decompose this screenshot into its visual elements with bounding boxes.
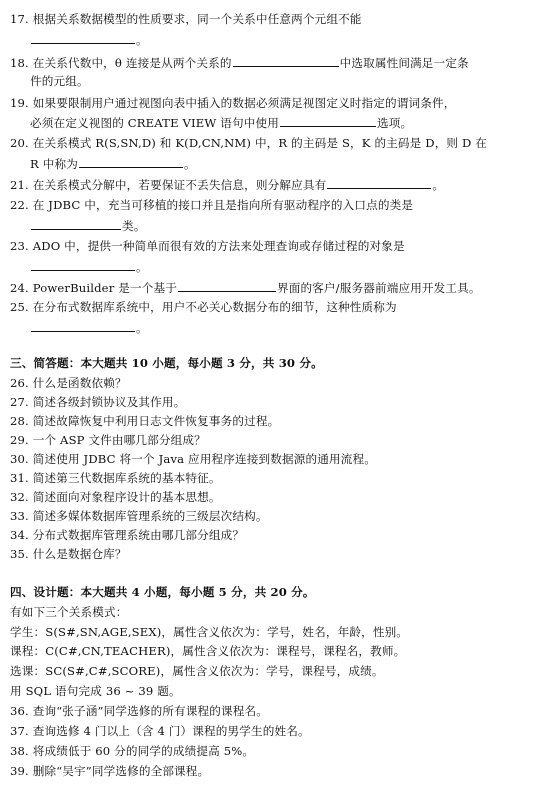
question-text: 23. ADO 中，提供一种简单而很有效的方法来处理查询或存储过程的对象是 xyxy=(10,239,405,253)
question-text: 22. 在 JDBC 中，充当可移植的接口并且是指向所有驱动程序的入口点的类是 xyxy=(10,198,414,212)
question-34: 34. 分布式数据库管理系统由哪几部分组成？ xyxy=(10,528,245,542)
question-text: 17. 根据关系数据模型的性质要求，同一个关系中任意两个元组不能 xyxy=(10,12,362,26)
section-4-heading: 四、设计题：本大题共 4 小题，每小题 5 分，共 20 分。 xyxy=(10,585,315,599)
answer-blank xyxy=(280,115,376,127)
question-39: 39. 删除“吴宇”同学选修的全部课程。 xyxy=(10,764,210,778)
answer-blank xyxy=(31,32,135,44)
section-3-heading: 三、简答题：本大题共 10 小题，每小题 3 分，共 30 分。 xyxy=(10,356,323,370)
question-21: 21. 在关系模式分解中，若要保证不丢失信息，则分解应具有 。 xyxy=(10,178,445,192)
question-24: 24. PowerBuilder 是一个基于 界面的客户/服务器前端应用开发工具。 xyxy=(10,281,481,295)
question-text: 19. 如果要限制用户通过视图向表中插入的数据必须满足视图定义时指定的谓词条件， xyxy=(10,96,456,110)
question-27: 27. 简述各级封锁协议及其作用。 xyxy=(10,395,186,409)
question-18: 18. 在关系代数中，θ 连接是从两个关系的 中选取属性间满足一定条 xyxy=(10,56,469,70)
question-text: 20. 在关系模式 R(S,SN,D) 和 K(D,CN,NM) 中，R 的主码是 S，K 的主码是 D，则 D 在 xyxy=(10,136,488,150)
question-19 xyxy=(10,96,456,111)
schema-enrollment: 选课：SC(S#,C#,SCORE)，属性含义依次为：学号，课程号，成绩。 xyxy=(10,664,384,678)
answer-blank xyxy=(178,280,276,292)
question-25 xyxy=(10,300,397,315)
question-31: 31. 简述第三代数据库系统的基本特征。 xyxy=(10,471,221,485)
answer-blank xyxy=(233,55,339,67)
question-text: 21. 在关系模式分解中，若要保证不丢失信息，则分解应具有 xyxy=(10,178,327,192)
question-22 xyxy=(10,198,413,213)
question-22-cont: 类。 xyxy=(30,218,146,234)
question-text: 25. 在分布式数据库系统中，用户不必关心数据分布的细节，这种性质称为 xyxy=(10,300,397,314)
answer-blank xyxy=(31,218,121,230)
question-20 xyxy=(10,136,487,151)
question-29: 29. 一个 ASP 文件由哪几部分组成？ xyxy=(10,433,206,447)
schema-course: 课程：C(C#,CN,TEACHER)，属性含义依次为：课程号，课程名，教师。 xyxy=(10,644,406,658)
answer-blank xyxy=(31,259,135,271)
question-17-cont: 。 xyxy=(30,32,148,48)
question-37: 37. 查询选修 4 门以上（含 4 门）课程的男学生的姓名。 xyxy=(10,724,310,738)
question-18-cont: 件的元组。 xyxy=(30,74,89,88)
question-17 xyxy=(10,12,362,27)
question-25-cont: 。 xyxy=(30,320,148,336)
question-28: 28. 简述故障恢复中利用日志文件恢复事务的过程。 xyxy=(10,414,280,428)
question-33: 33. 简述多媒体数据库管理系统的三级层次结构。 xyxy=(10,509,268,523)
question-23-cont: 。 xyxy=(30,259,148,275)
question-30: 30. 简述使用 JDBC 将一个 Java 应用程序连接到数据源的通用流程。 xyxy=(10,452,376,466)
schema-intro: 有如下三个关系模式： xyxy=(10,605,128,619)
question-35: 35. 什么是数据仓库？ xyxy=(10,547,127,561)
question-20-cont: R 中称为 。 xyxy=(30,157,196,171)
question-36: 36. 查询“张子涵”同学选修的所有课程的课程名。 xyxy=(10,704,269,718)
answer-blank xyxy=(79,156,183,168)
question-32: 32. 简述面向对象程序设计的基本思想。 xyxy=(10,490,221,504)
question-26: 26. 什么是函数依赖？ xyxy=(10,376,127,390)
question-text: 24. PowerBuilder 是一个基于 xyxy=(10,281,177,295)
schema-instruction: 用 SQL 语句完成 36 ~ 39 题。 xyxy=(10,684,181,698)
question-19-cont: 必须在定义视图的 CREATE VIEW 语句中使用 选项。 xyxy=(30,116,413,130)
answer-blank xyxy=(327,177,431,189)
schema-student: 学生：S(S#,SN,AGE,SEX)，属性含义依次为：学号，姓名，年龄，性别。 xyxy=(10,625,409,639)
question-text: 18. 在关系代数中，θ 连接是从两个关系的 xyxy=(10,56,232,70)
question-38: 38. 将成绩低于 60 分的同学的成绩提高 5%。 xyxy=(10,744,255,758)
answer-blank xyxy=(31,320,135,332)
question-23 xyxy=(10,239,405,254)
